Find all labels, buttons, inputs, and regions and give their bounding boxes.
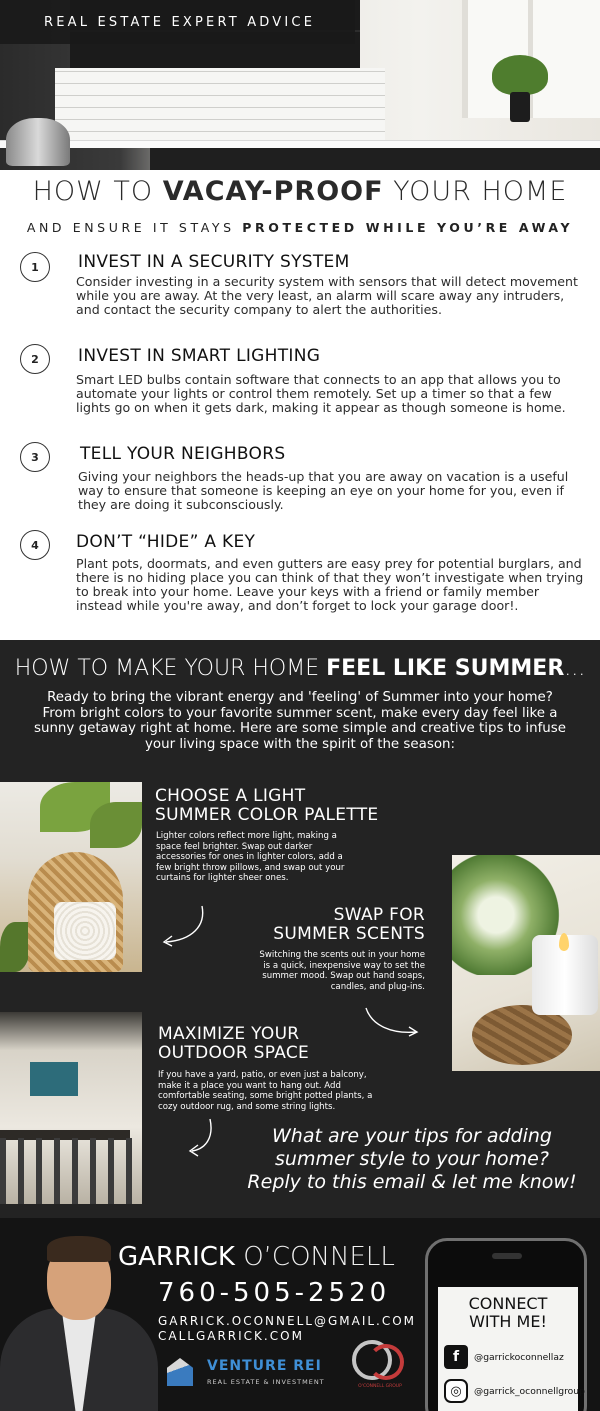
subtitle-pre: AND ENSURE IT STAYS — [26, 220, 243, 235]
question-line: What are your tips for adding — [272, 1125, 552, 1147]
kettle-icon — [6, 118, 70, 166]
summer-section — [0, 640, 600, 1218]
agent-phone-link[interactable]: 760-505-2520 — [158, 1278, 391, 1308]
instagram-icon: ◎ — [444, 1379, 468, 1403]
title-bold: VACAY-PROOF — [162, 176, 384, 207]
hero-banner-text: REAL ESTATE EXPERT ADVICE — [44, 14, 316, 30]
feature-title-line: MAXIMIZE YOUR — [158, 1024, 300, 1044]
smartphone-graphic — [425, 1238, 587, 1411]
lower-cabinets — [150, 148, 600, 170]
leaf-shape — [0, 922, 30, 972]
candle-photo — [452, 855, 600, 1071]
potted-plant — [492, 55, 548, 95]
summer-heading-bold: FEEL LIKE SUMMER — [326, 656, 565, 681]
house-logo-icon — [167, 1358, 193, 1386]
tip-heading: DON’T “HIDE” A KEY — [76, 532, 256, 552]
feature-body: If you have a yard, patio, or even just a balcony, make it a place you want to hang out. Add comfortable seating, some bright potted plants, a cozy outdoor rug, and some string lights. — [158, 1070, 373, 1112]
tip-number-badge: 4 — [20, 530, 50, 560]
feature-body: Lighter colors reflect more light, making a space feel brighter. Swap out darker accessories for ones in lighter colors, add a few bright throw pillows, and swap out your curtains for lighter sheer ones. — [156, 831, 345, 883]
phone-camera — [492, 1253, 522, 1259]
agent-first-name: GARRICK — [118, 1242, 235, 1272]
reader-question — [232, 1125, 592, 1194]
oconnell-group-logo — [346, 1338, 414, 1396]
tip-body: Plant pots, doormats, and even gutters are easy prey for potential burglars, and there is no hiding place you can think of that they won’t investigate when trying to break into your home. Leave your keys with a friend or family member instead while you're away, and don’t forget to lock your garage door!. — [76, 556, 584, 613]
summer-intro: Ready to bring the vibrant energy and 'feeling' of Summer into your home? From bright colors to your favorite summer scent, make every day feel like a sunny getaway right at home. Here are some simple and creative tips to infuse your living space with the spirit of the season: — [33, 690, 567, 752]
agent-name — [118, 1242, 395, 1272]
feature-title-line: CHOOSE A LIGHT — [155, 786, 306, 806]
summer-heading-post: ... — [564, 656, 586, 681]
hero-banner — [0, 0, 355, 44]
agent-footer — [0, 1218, 600, 1411]
venture-rei-logo — [167, 1352, 332, 1392]
subway-tile-backsplash — [55, 68, 385, 143]
tip-body: Giving your neighbors the heads-up that you are away on vacation is a useful way to ensure that someone is keeping an eye on your home for you, even if they are doing it subconsciously. — [78, 469, 569, 512]
feature-title-line: OUTDOOR SPACE — [158, 1043, 310, 1063]
countertop — [0, 140, 600, 148]
phone-screen — [438, 1287, 585, 1411]
tip-heading: INVEST IN SMART LIGHTING — [78, 346, 321, 366]
agent-email-link[interactable]: GARRICK.OCONNELL@GMAIL.COM — [158, 1314, 417, 1328]
facebook-handle: @garrickoconnellaz — [474, 1351, 564, 1363]
page-title — [0, 176, 600, 207]
tip-number-badge: 3 — [20, 442, 50, 472]
feature-body: Switching the scents out in your home is a quick, inexpensive way to set the summer mood. Swap out hand soaps, candles, and plug-ins. — [259, 950, 425, 992]
question-line: Reply to this email & let me know! — [247, 1171, 577, 1193]
leaf-shape — [90, 802, 142, 848]
agent-hair — [47, 1236, 111, 1262]
connect-heading — [438, 1295, 578, 1331]
wicker-chair-photo — [0, 782, 142, 972]
tip-heading: TELL YOUR NEIGHBORS — [80, 444, 286, 464]
page-subtitle — [0, 220, 600, 235]
feature-title — [240, 906, 425, 944]
tip-number-badge: 1 — [20, 252, 50, 282]
agent-website-link[interactable]: CALLGARRICK.COM — [158, 1329, 304, 1343]
patio-photo — [0, 1012, 142, 1204]
connect-line: CONNECT — [468, 1294, 548, 1313]
logo-caption: O'CONNELL GROUP — [358, 1384, 402, 1389]
wall-art — [30, 1062, 78, 1096]
candle-flame — [559, 933, 569, 951]
feature-title — [155, 787, 378, 825]
summer-heading — [0, 656, 600, 681]
hero-kitchen-photo — [0, 0, 600, 170]
feature-title-line: SWAP FOR — [333, 905, 425, 925]
subtitle-bold: PROTECTED WHILE YOU’RE AWAY — [242, 220, 574, 235]
tip-body: Smart LED bulbs contain software that connects to an app that allows you to automate your lights or control them remotely. Set up a timer so that a few lights go on when it gets dark, making it appear as though someone is home. — [76, 372, 566, 415]
title-post: YOUR HOME — [383, 176, 568, 207]
plant-pot — [510, 92, 530, 122]
agent-last-name: O’CONNELL — [243, 1242, 395, 1272]
throw-pillow — [54, 902, 116, 960]
patio-chairs — [0, 1138, 142, 1204]
tip-number-badge: 2 — [20, 344, 50, 374]
instagram-handle: @garrick_oconnellgroup — [474, 1385, 585, 1397]
curved-arrow-icon — [186, 1115, 216, 1157]
logo-name: VENTURE REI — [207, 1358, 322, 1374]
feature-title-line: SUMMER COLOR PALETTE — [155, 805, 379, 825]
facebook-link[interactable] — [444, 1345, 564, 1369]
feature-title — [158, 1025, 309, 1063]
tip-body: Consider investing in a security system with sensors that will detect movement while you are away. At the very least, an alarm will scare away any intruders, and contact the security company to alert the authorities. — [76, 274, 578, 317]
curved-arrow-icon — [362, 1004, 422, 1038]
connect-line: WITH ME! — [469, 1312, 547, 1331]
summer-heading-pre: HOW TO MAKE YOUR HOME — [14, 656, 327, 681]
title-pre: HOW TO — [32, 176, 163, 207]
logo-ring-accent — [368, 1344, 404, 1380]
tip-heading: INVEST IN A SECURITY SYSTEM — [78, 252, 350, 272]
facebook-icon: f — [444, 1345, 468, 1369]
logo-tagline: REAL ESTATE & INVESTMENT — [207, 1378, 325, 1386]
feature-title-line: SUMMER SCENTS — [273, 924, 425, 944]
curved-arrow-icon — [158, 902, 208, 948]
question-line: summer style to your home? — [275, 1148, 549, 1170]
instagram-link[interactable] — [444, 1379, 585, 1403]
